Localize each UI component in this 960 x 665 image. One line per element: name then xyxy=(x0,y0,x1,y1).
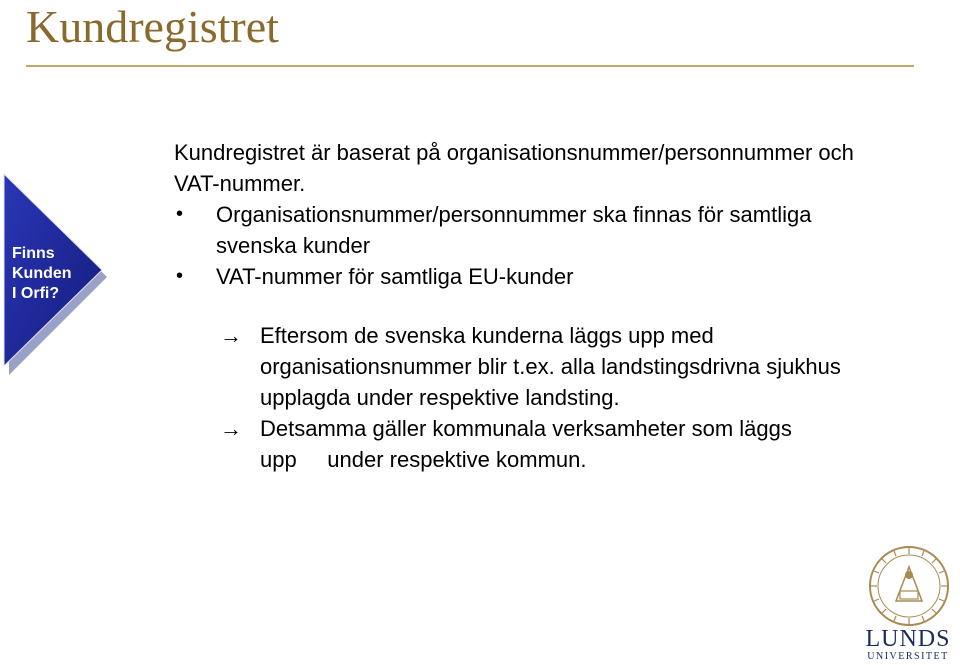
arrow-point-text: Detsamma gäller kommunala verksamheter som läggs upp under respektive kommun. xyxy=(260,416,792,472)
logo-subtitle: UNIVERSITET xyxy=(867,651,949,662)
side-arrow-line: Finns xyxy=(12,245,55,262)
title-divider xyxy=(26,65,914,67)
logo-wordmark: LUNDS xyxy=(865,626,951,652)
arrow-point xyxy=(174,413,894,475)
arrow-point-text: Eftersom de svenska kunderna läggs upp med organisationsnummer blir t.ex. alla landstingsdrivna sjukhus upplagda under respektive landsting. xyxy=(260,323,841,410)
slide-content xyxy=(174,137,894,475)
right-arrow-icon: → xyxy=(220,323,242,348)
side-arrow-label xyxy=(12,244,92,304)
university-logo xyxy=(858,545,958,663)
intro-text: Kundregistret är baserat på organisationsnummer/personnummer och VAT-nummer. xyxy=(174,140,854,196)
list-item: • Organisationsnummer/personnummer ska finnas för samtliga svenska kunder xyxy=(174,199,894,261)
university-seal-icon xyxy=(868,545,950,627)
slide-title: Kundregistret xyxy=(26,1,279,52)
arrow-point xyxy=(174,320,894,413)
side-arrow-line: I Orfi? xyxy=(12,285,60,302)
side-arrow-line: Kunden xyxy=(12,265,72,282)
bullet-list xyxy=(174,199,894,292)
arrow-point-list xyxy=(174,320,894,475)
right-arrow-icon: → xyxy=(220,416,242,441)
list-item: • VAT-nummer för samtliga EU-kunder xyxy=(174,261,894,292)
